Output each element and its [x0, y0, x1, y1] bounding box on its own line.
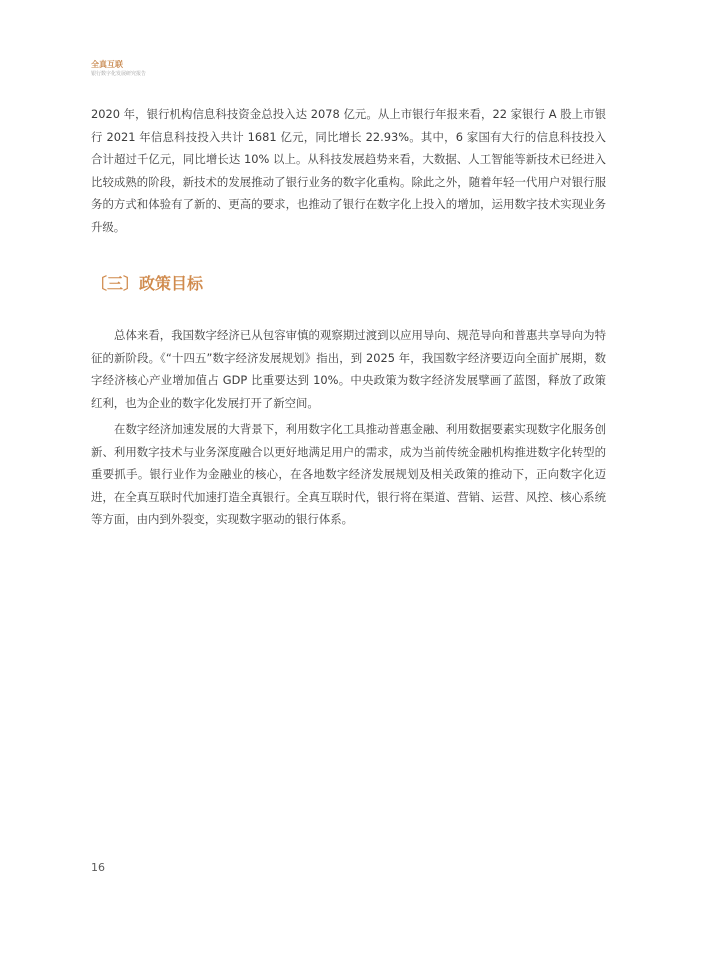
page-number: 16	[91, 861, 105, 874]
header-subtitle: 银行数字化发展研究报告	[91, 71, 147, 77]
body-paragraph-3: 在数字经济加速发展的大背景下，利用数字化工具推动普惠金融、利用数据要素实现数字化服务创新、利用数字技术与业务深度融合以更好地满足用户的需求，成为当前传统金融机构推进数字化转型的重要抓手。银行业作为金融业的核心，在各地数字经济发展规划及相关政策的推动下，正向数字化迈进，在全真互联时代加速打造全真银行。全真互联时代，银行将在渠道、营销、运营、风控、核心系统等方面，由内到外裂变，实现数字驱动的银行体系。	[91, 422, 606, 526]
running-header	[91, 60, 146, 78]
section-heading: 〔三〕政策目标	[91, 274, 204, 293]
body-paragraph-2: 总体来看，我国数字经济已从包容审慎的观察期过渡到以应用导向、规范导向和普惠共享导向为特征的新阶段。《“十四五”数字经济发展规划》指出，到 2025 年，我国数字经济要迈向全面扩展期，数字经济核心产业增加值占 GDP 比重要达到 10%。中央政策为数字经济发展擘画了蓝图，释放了政策红利，也为企业的数字化发展打开了新空间。	[91, 328, 606, 410]
header-title: 全真互联	[91, 60, 123, 69]
body-paragraph-1: 2020 年，银行机构信息科技资金总投入达 2078 亿元。从上市银行年报来看，22 家银行 A 股上市银行 2021 年信息科技投入共计 1681 亿元，同比增长 22.93%。其中，6 家国有大行的信息科技投入合计超过千亿元，同比增长达 10% 以上。从科技发展趋势来看，大数据、人工智能等新技术已经进入比较成熟的阶段，新技术的发展推动了银行业务的数字化重构。除此之外，随着年轻一代用户对银行服务的方式和体验有了新的、更高的要求，也推动了银行在数字化上投入的增加，运用数字技术实现业务升级。	[91, 107, 606, 234]
